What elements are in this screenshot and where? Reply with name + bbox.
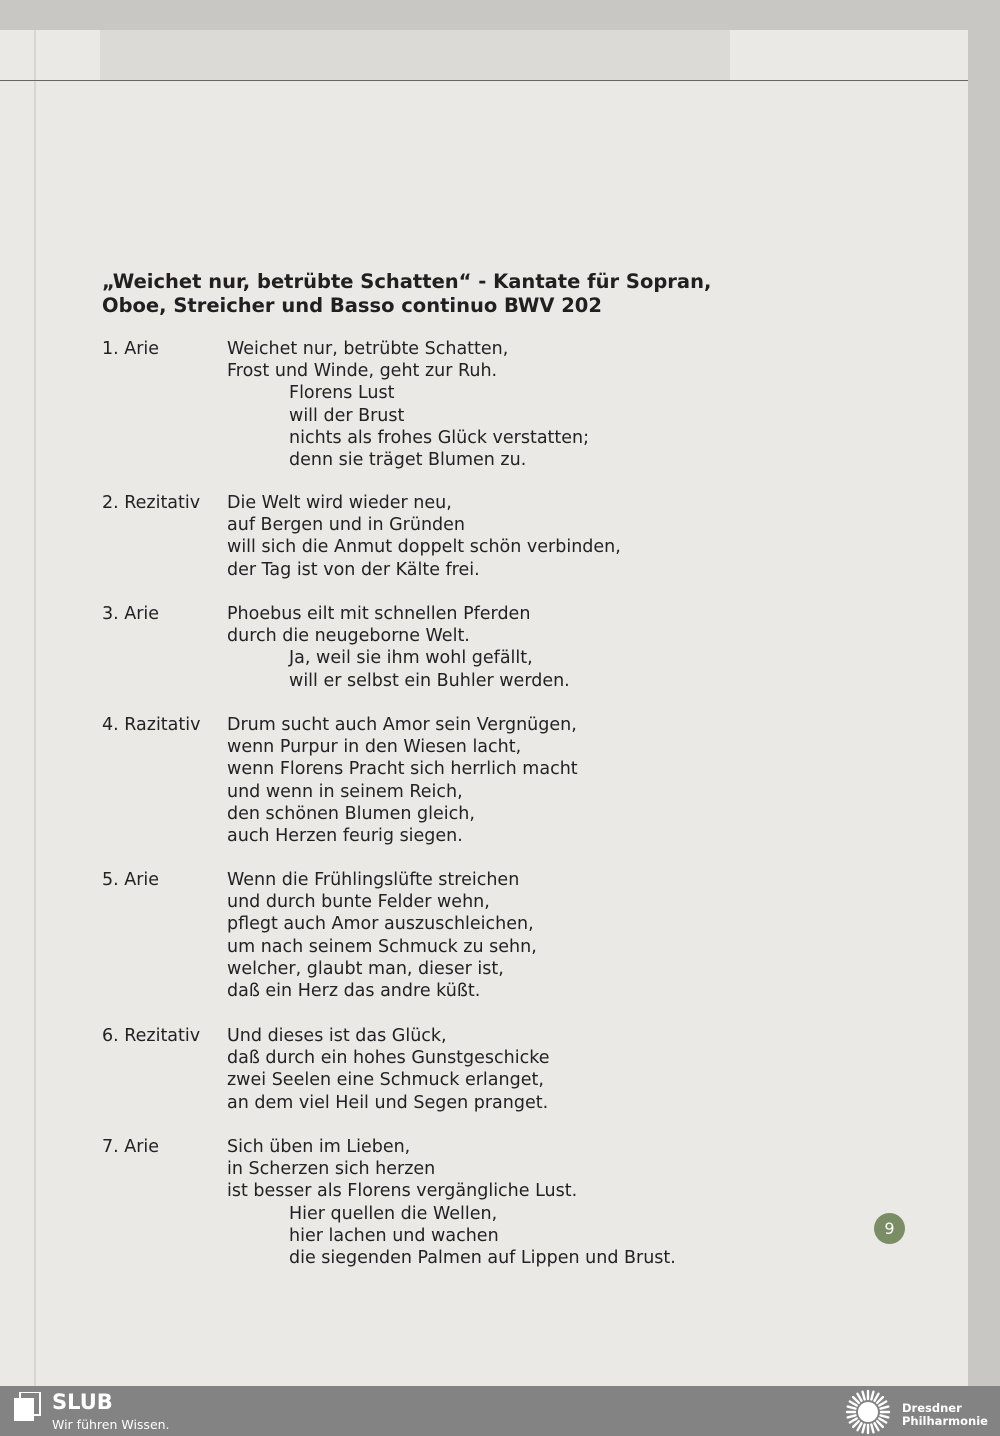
sunburst-ray	[848, 1415, 856, 1417]
verse-line: daß durch ein hohes Gunstgeschicke	[227, 1048, 550, 1069]
verse-line: Wenn die Frühlingslüfte streichen	[227, 870, 520, 890]
philharmonie-logo-icon	[843, 1389, 893, 1435]
verse-line: pflegt auch Amor auszuschleichen,	[227, 914, 534, 935]
verse-line: auch Herzen feurig siegen.	[227, 826, 463, 847]
verse-line: Und dieses ist das Glück,	[227, 1026, 447, 1046]
verse-line: denn sie träget Blumen zu.	[289, 450, 527, 471]
verse-line: will sich die Anmut doppelt schön verbinden,	[227, 537, 621, 558]
sunburst-ray	[863, 1392, 865, 1400]
verse-line: Florens Lust	[289, 383, 395, 404]
verse-line: auf Bergen und in Gründen	[227, 515, 466, 536]
verse-line: der Tag ist von der Kälte frei.	[227, 559, 480, 580]
sunburst-ray	[881, 1415, 889, 1417]
verse-line: Sich üben im Lieben,	[227, 1137, 411, 1157]
show-through-band	[100, 30, 730, 80]
verse-line: um nach seinem Schmuck zu sehn,	[227, 936, 537, 957]
sunburst-ray	[863, 1425, 865, 1433]
title-line-1: „Weichet nur, betrübte Schatten“ - Kantate für Sopran,	[102, 270, 712, 293]
sunburst-ray	[871, 1392, 873, 1400]
verse-line: ist besser als Florens vergängliche Lust.	[227, 1181, 578, 1202]
movement-text	[227, 1136, 676, 1269]
movement-text	[227, 492, 621, 581]
movement-label: 5. Arie	[102, 870, 160, 890]
verse-line: Die Welt wird wieder neu,	[227, 493, 452, 513]
partner-name-line-2: Philharmonie	[902, 1414, 988, 1428]
verse-line: hier lachen und wachen	[289, 1225, 499, 1246]
header-rule	[0, 80, 968, 81]
movement-text	[227, 338, 589, 471]
verse-line: daß ein Herz das andre küßt.	[227, 981, 481, 1002]
movement-text	[227, 1025, 550, 1114]
verse-line: in Scherzen sich herzen	[227, 1159, 436, 1180]
sunburst-ray	[848, 1407, 856, 1409]
verse-line: Ja, weil sie ihm wohl gefällt,	[289, 648, 533, 669]
verse-line: nichts als frohes Glück verstatten;	[289, 427, 590, 448]
slub-logo-icon	[13, 1392, 41, 1422]
sunburst-ray	[879, 1402, 886, 1406]
sunburst-ray	[850, 1419, 857, 1423]
verse-line: wenn Purpur in den Wiesen lacht,	[227, 737, 522, 758]
page-number-badge: 9	[874, 1213, 905, 1244]
movement-label: 6. Rezitativ	[102, 1026, 201, 1046]
verse-line: Drum sucht auch Amor sein Vergnügen,	[227, 715, 577, 735]
page-spine	[34, 30, 36, 1386]
verse-line: will der Brust	[289, 405, 405, 426]
movement-text	[227, 869, 537, 1002]
verse-line: Phoebus eilt mit schnellen Pferden	[227, 604, 531, 624]
sunburst-ray	[881, 1407, 889, 1409]
sunburst-ray	[871, 1425, 873, 1433]
verse-line: an dem viel Heil und Segen pranget.	[227, 1092, 549, 1113]
movement-label: 7. Arie	[102, 1137, 160, 1157]
movement-text	[227, 603, 570, 692]
movement-label: 2. Rezitativ	[102, 493, 201, 513]
partner-name	[902, 1402, 988, 1428]
partner-name-line-1: Dresdner	[902, 1401, 962, 1415]
movement-text	[227, 714, 578, 847]
sunburst-ray	[875, 1423, 879, 1430]
library-name: SLUB	[52, 1390, 113, 1414]
sunburst-ray	[877, 1397, 883, 1403]
library-tagline: Wir führen Wissen.	[52, 1417, 170, 1432]
movement-label: 3. Arie	[102, 604, 160, 624]
sunburst-ray	[853, 1397, 859, 1403]
verse-line: und wenn in seinem Reich,	[227, 781, 463, 802]
verse-line: und durch bunte Felder wehn,	[227, 892, 490, 913]
cantata-title	[102, 270, 742, 318]
verse-line: Hier quellen die Wellen,	[289, 1203, 498, 1224]
verse-line: will er selbst ein Buhler werden.	[289, 670, 570, 691]
verse-line: durch die neugeborne Welt.	[227, 626, 470, 647]
verse-line: wenn Florens Pracht sich herrlich macht	[227, 759, 578, 780]
sunburst-ray	[850, 1402, 857, 1406]
sunburst-ray	[853, 1421, 859, 1427]
verse-line: den schönen Blumen gleich,	[227, 803, 475, 824]
sunburst-ray	[877, 1421, 883, 1427]
verse-line: welcher, glaubt man, dieser ist,	[227, 958, 504, 979]
movement-label: 4. Razitativ	[102, 715, 201, 735]
sunburst-ray	[858, 1394, 862, 1401]
verse-line: Frost und Winde, geht zur Ruh.	[227, 361, 498, 382]
sunburst-ray	[875, 1394, 879, 1401]
sunburst-ray	[858, 1423, 862, 1430]
sunburst-ray	[879, 1419, 886, 1423]
verse-line: zwei Seelen eine Schmuck erlanget,	[227, 1070, 544, 1091]
verse-line: die siegenden Palmen auf Lippen und Brust.	[289, 1248, 676, 1269]
movement-label: 1. Arie	[102, 339, 160, 359]
title-line-2: Oboe, Streicher und Basso continuo BWV 202	[102, 294, 602, 317]
verse-line: Weichet nur, betrübte Schatten,	[227, 339, 509, 359]
